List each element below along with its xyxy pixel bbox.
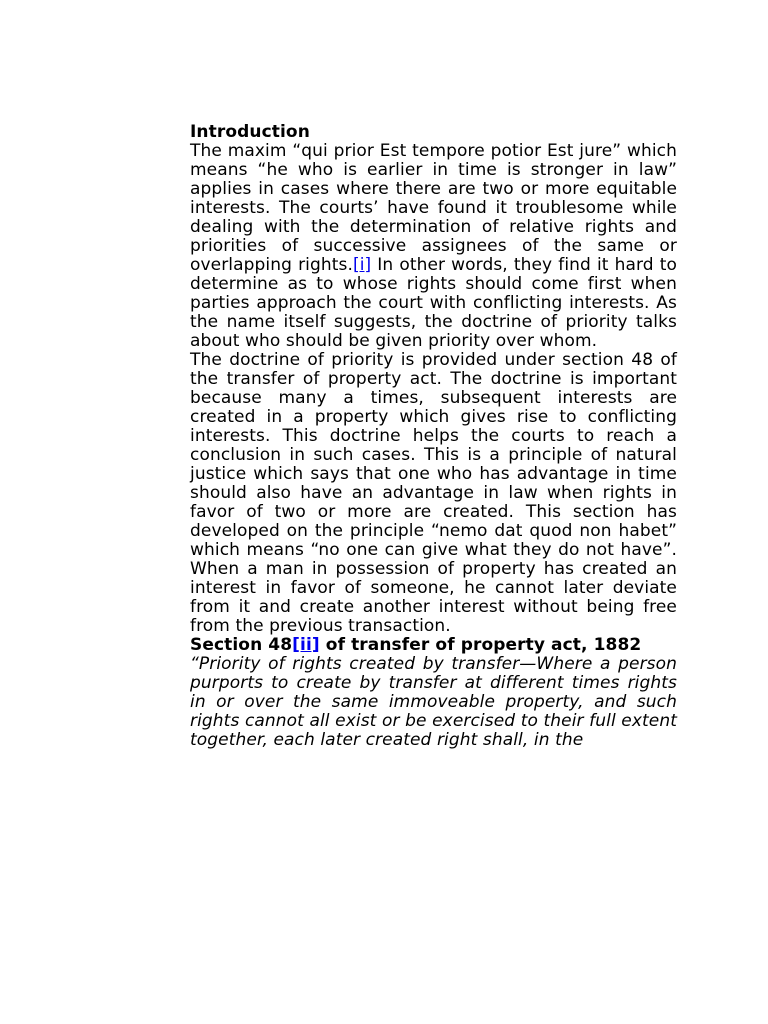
footnote-link-2[interactable]: [ii] xyxy=(292,635,320,655)
doctrine-paragraph: The doctrine of priority is provided under section 48 of the transfer of property act. The doctrine is important because many a times, subsequent interests are created in a property which gives rise to conflicting interests. This doctrine helps the courts to reach a conclusion in such cases. This is a principle of natural justice which says that one who has advantage in time should also have an advantage in law when rights in favor of two or more are created. This section has developed on the principle “nemo dat quod non habet” which means “no one can give what they do not have”. When a man in possession of property has created an interest in favor of someone, he cannot later deviate from it and create another interest without being free from the previous transaction. xyxy=(190,350,677,636)
intro-paragraph-text-1: The maxim “qui prior Est tempore potior Est jure” which means “he who is earlier in time is stronger in law” applies in cases where there are two or more equitable interests. The courts’ have found it troublesome while dealing with the determination of relative rights and priorities of successive assignees of the same or overlapping rights. xyxy=(190,141,677,275)
intro-paragraph xyxy=(190,142,677,351)
intro-paragraph-text-2: In other words, they find it hard to determine as to whose rights should come first when parties approach the court with conflicting interests. As the name itself suggests, the doctrine of priority talks about who should be given priority over whom. xyxy=(190,255,677,351)
footnote-link-1[interactable]: [i] xyxy=(352,255,372,275)
section-heading-text-1: Section 48 xyxy=(190,635,293,655)
intro-heading: Introduction xyxy=(190,122,310,142)
document-page xyxy=(190,123,677,750)
section-heading xyxy=(190,636,677,655)
section-heading-text-2: of transfer of property act, 1882 xyxy=(319,635,642,655)
section-quote: “Priority of rights created by transfer—Where a person purports to create by transfer at different times rights in or over the same immoveable property, and such rights cannot all exist or be exercised to their full extent together, each later created right shall, in the xyxy=(190,654,677,750)
